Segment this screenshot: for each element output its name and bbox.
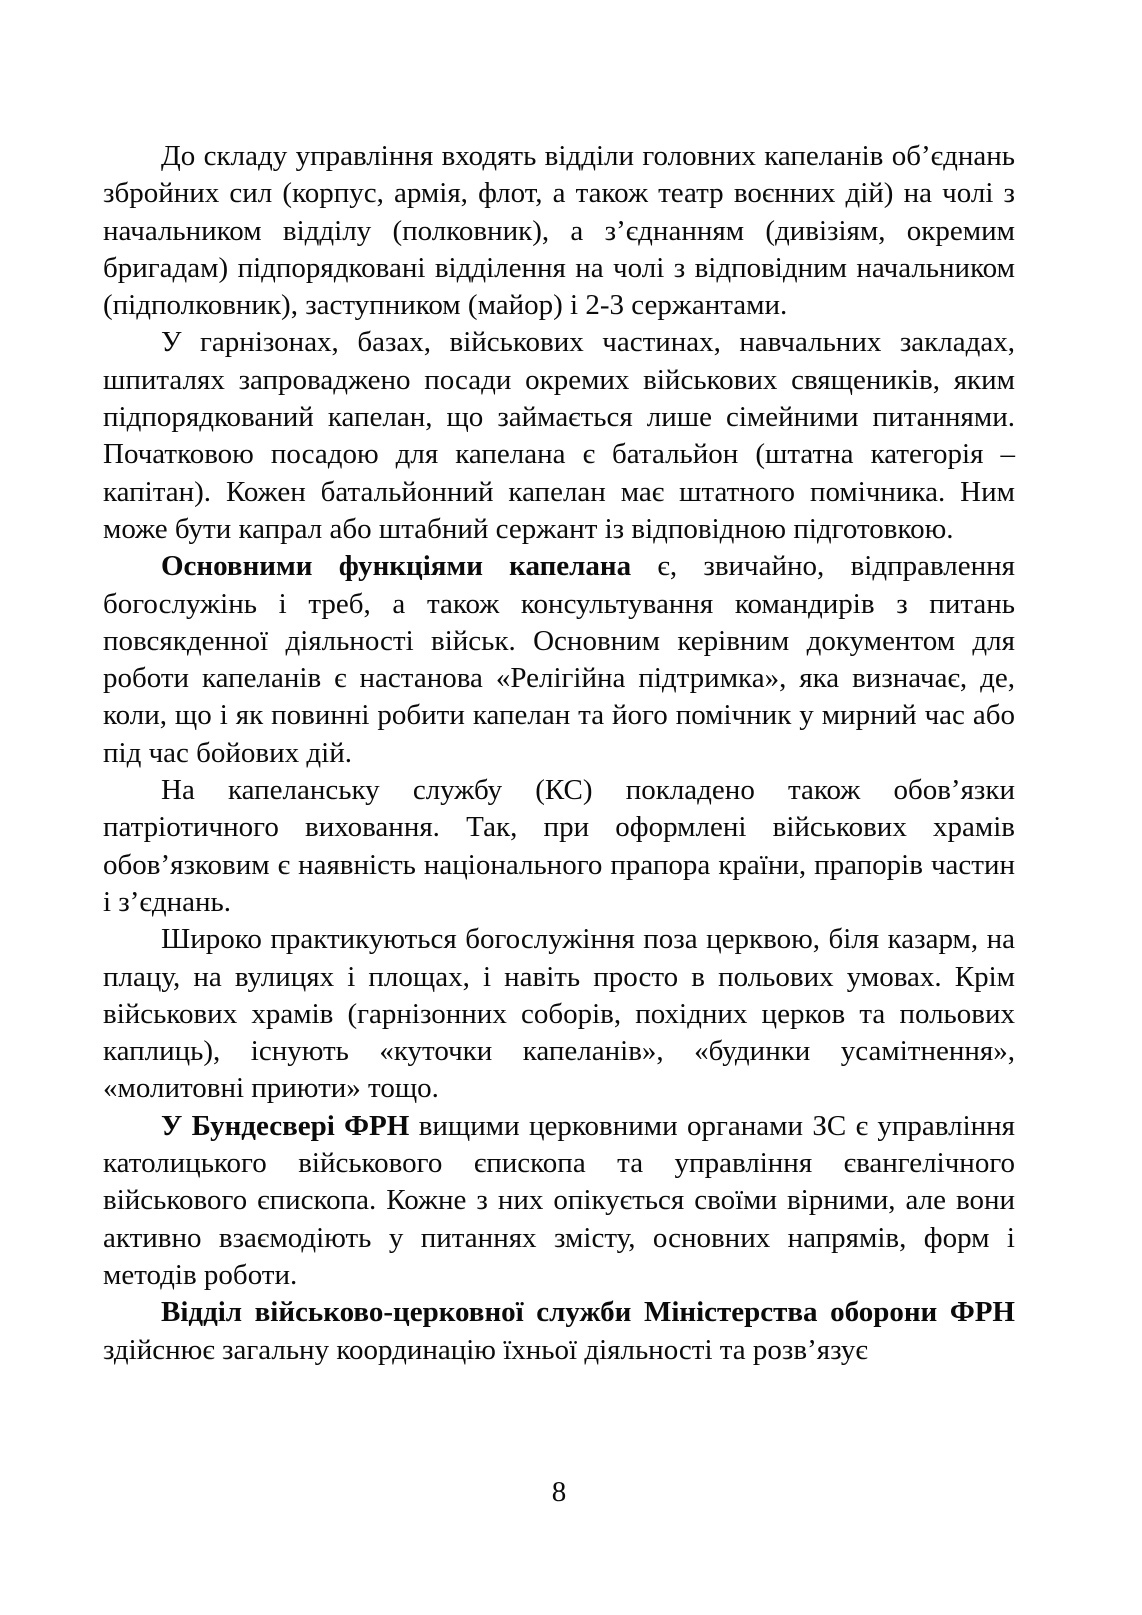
paragraph-body-text: На капеланську службу (КС) покладено також обов’язки патріотичного виховання. Так, при оформлені військових храмів обов’язковим є наявність національного прапора країни, прапорів частин і з’єднань. — [103, 774, 1015, 918]
paragraph-bold-lead: Відділ військово-церковної служби Міністерства оборони ФРН — [161, 1296, 1015, 1329]
body-text-block — [103, 138, 1015, 1369]
paragraph-body-text: Широко практикуються богослужіння поза церквою, біля казарм, на плацу, на вулицях і площах, і навіть просто в польових умовах. Крім військових храмів (гарнізонних соборів, похідних церков та польових каплиць), існують «куточки капеланів», «будинки усамітнення», «молитовні приюти» тощо. — [103, 923, 1015, 1105]
paragraph-body-text: У гарнізонах, базах, військових частинах, навчальних закладах, шпиталях запроваджено посади окремих військових священиків, яким підпорядкований капелан, що займається лише сімейними питаннями. Початковою посадою для капелана є батальйон (штатна категорія – капітан). Кожен батальйонний капелан має штатного помічника. Ним може бути капрал або штабний сержант із відповідною підготовкою. — [103, 326, 1015, 545]
paragraph-6 — [103, 1108, 1015, 1294]
paragraph-bold-lead: Основними функціями капелана — [161, 550, 632, 583]
paragraph-bold-lead: У Бундесвері ФРН — [161, 1109, 410, 1142]
page-number: 8 — [551, 1476, 567, 1508]
paragraph-1 — [103, 138, 1015, 324]
paragraph-body-text: До складу управління входять відділи головних капеланів об’єднань збройних сил (корпус, армія, флот, а також театр воєнних дій) на чолі з начальником відділу (полковник), а з’єднанням (дивізіям, окремим бригадам) підпорядковані відділення на чолі з відповідним начальником (підполковник), заступником (майор) і 2-3 сержантами. — [103, 140, 1015, 322]
paragraph-body-text: вищими церковними органами ЗС є управління католицького військового єпископа та управління євангелічного військового єпископа. Кожне з них опікується своїми вірними, але вони активно взаємодіють у питаннях змісту, основних напрямів, форм і методів роботи. — [103, 1109, 1016, 1291]
paragraph-2 — [103, 324, 1015, 548]
paragraph-body-text: є, звичайно, відправлення богослужінь і треб, а також консультування командирів з питань повсякденної діяльності військ. Основним керівним документом для роботи капеланів є настанова «Релігійна підтримка», яка визначає, де, коли, що і як повинні робити капелан та його помічник у мирний час або під час бойових дій. — [103, 550, 1015, 769]
paragraph-3 — [103, 548, 1015, 772]
paragraph-7 — [103, 1294, 1015, 1369]
paragraph-5 — [103, 921, 1015, 1107]
paragraph-4 — [103, 772, 1015, 921]
paragraph-body-text: здійснює загальну координацію їхньої діяльності та розв’язує — [103, 1333, 868, 1366]
